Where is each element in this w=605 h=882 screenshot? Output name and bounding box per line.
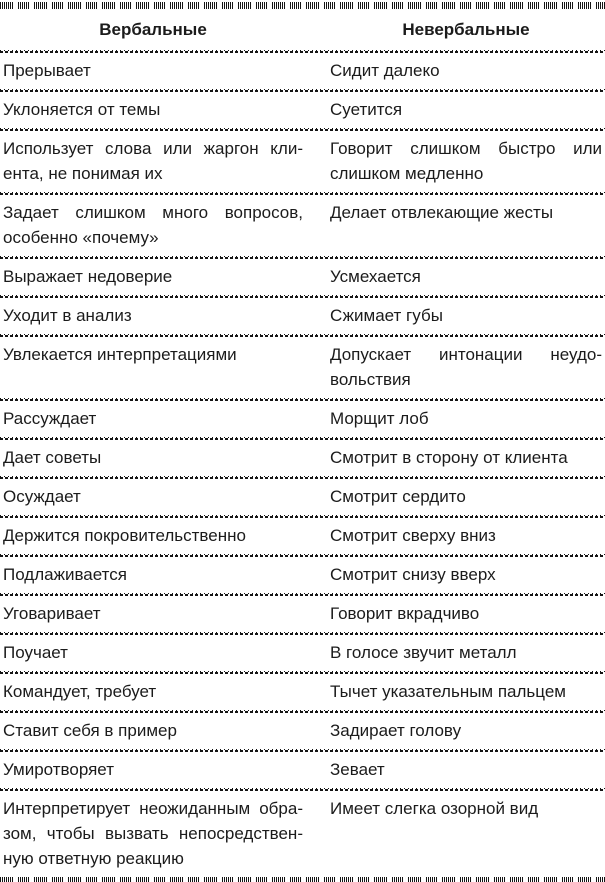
cell-nonverbal: Усмехается [330, 267, 421, 286]
cell-verbal: Осуждает [3, 487, 81, 506]
table-row [0, 401, 605, 437]
cell-nonverbal: Смотрит сердито [330, 487, 466, 506]
cell-nonverbal: Сидит далеко [330, 61, 440, 80]
cell-nonverbal: Смотрит сверху вниз [330, 526, 496, 545]
cell-nonverbal: Делает отвлекающие жесты [330, 203, 554, 222]
cell-verbal: Дает советы [3, 448, 102, 467]
cell-verbal: Уговаривает [3, 604, 101, 623]
cell-nonverbal: Говорит слишком быстро или слишком медленно [330, 139, 602, 183]
cell-verbal: Держится покровительственно [3, 526, 246, 545]
table-row [0, 92, 605, 128]
table-top-border [0, 2, 605, 9]
cell-verbal: Прерывает [3, 61, 91, 80]
cell-verbal: Уклоняется от темы [3, 100, 161, 119]
cell-nonverbal: Имеет слегка озорной вид [330, 799, 539, 818]
cell-nonverbal: Морщит лоб [330, 409, 429, 428]
cell-nonverbal: Смотрит снизу вверх [330, 565, 496, 584]
cell-verbal: Увлекается интерпретациями [3, 345, 237, 364]
column-header-nonverbal: Невербальные [402, 20, 530, 39]
cell-nonverbal: Сжимает губы [330, 306, 443, 325]
table-row [0, 674, 605, 710]
cell-verbal: Умиротворяет [3, 760, 114, 779]
table-row [0, 195, 605, 256]
cell-verbal: Поучает [3, 643, 68, 662]
table-header-row [0, 9, 605, 50]
cell-nonverbal: Допускает интонации неудовольствия [330, 345, 602, 389]
cell-nonverbal: Суетится [330, 100, 403, 119]
cell-nonverbal: В голосе звучит металл [330, 643, 517, 662]
table-row [0, 440, 605, 476]
table-row [0, 596, 605, 632]
table-bottom-border [0, 877, 605, 882]
table-row [0, 752, 605, 788]
table-row [0, 791, 605, 877]
cell-nonverbal: Смотрит в сторону от клиента [330, 448, 568, 467]
cell-nonverbal: Зевает [330, 760, 385, 779]
cell-verbal: Уходит в анализ [3, 306, 132, 325]
table-row [0, 259, 605, 295]
table-row [0, 635, 605, 671]
table-row [0, 298, 605, 334]
table-row [0, 557, 605, 593]
table-row [0, 479, 605, 515]
table-row [0, 131, 605, 192]
cell-nonverbal: Говорит вкрадчиво [330, 604, 480, 623]
cell-nonverbal: Задирает голову [330, 721, 462, 740]
cell-verbal: Подлаживается [3, 565, 127, 584]
table-row [0, 518, 605, 554]
table-row [0, 337, 605, 398]
table-row [0, 713, 605, 749]
cell-verbal: Задает слишком много вопросов, особенно «почему» [3, 203, 303, 247]
column-header-verbal: Вербальные [99, 20, 207, 39]
cell-verbal: Командует, требует [3, 682, 157, 701]
cell-verbal: Интерпретирует неожиданным образом, чтобы вызвать непосредственную ответную реакцию [3, 799, 303, 868]
cell-nonverbal: Тычет указательным пальцем [330, 682, 566, 701]
cell-verbal: Выражает недоверие [3, 267, 173, 286]
cell-verbal: Рассуждает [3, 409, 97, 428]
cell-verbal: Ставит себя в пример [3, 721, 177, 740]
table-row [0, 53, 605, 89]
cell-verbal: Использует слова или жаргон клиента, не понимая их [3, 139, 303, 183]
